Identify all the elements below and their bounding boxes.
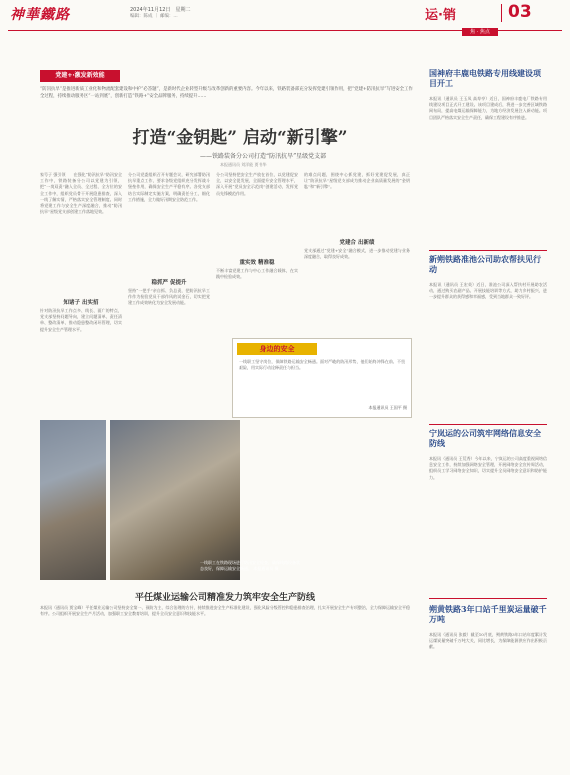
article-byline: 本报通讯员 刘洋能 贾书华 <box>220 162 267 167</box>
article-column-2: 分公司党委组织召开专题会议，研究部署防汛抗旱重点工作，要求各级党组织充分发挥战斗堡垒作用，确保安全生产平稳有序。各党支部结合实际制定实施方案，明确责任分工，细化工作措施，全力做好汛期安全防范工作。 <box>128 172 210 202</box>
article-photo-right <box>110 420 240 580</box>
section-tag: 焦 · 焦点 <box>462 28 498 36</box>
feature-box <box>232 338 412 418</box>
sidebar-item-title: 宁岚运的公司筑牢网络信息安全防线 <box>429 428 541 448</box>
page-number: 03 <box>508 2 532 22</box>
article-column-1: 家号子 强引领 在强化“防汛抗旱”防汛安全工作中，铁路装备分公司以党建为引领，把“一岗双责”融入全员、全过程、全方位的安全工作中，组织党员骨干开展隐患排查，深入一线了解实情，严格落实安全管理制度。同时将党建工作与安全生产深度融合，推动“防汛抗旱”星级党支部创建工作落地见效。 <box>40 172 122 215</box>
article-column-4: 的难点问题，围绕中心抓党建，抓好党建促发展，真正让“防汛抗旱”星级党支部成为推动企业高质量发展的“金钥匙”和“新引擎”。 <box>304 172 410 190</box>
editor-line: 编辑：陈成 ｜ 邮编：... <box>130 14 178 19</box>
sidebar-item-title: 新朔铁路准池公司助农帮扶见行动 <box>429 254 541 274</box>
sidebar-item-text: 本报讯（通讯员 王荒秀）今年以来，宁岚运的公司高度重视网络信息安全工作，持续加强网络安全管理，开展网络安全宣传周活动，组织员工学习网络安全知识，切实提升全员网络安全意识和防护能力。 <box>429 456 547 480</box>
column-banner: 党建+·激发新效能 <box>40 70 120 82</box>
article-subtitle-2: 稳抓严 促提升 <box>151 280 187 286</box>
issue-date: 2024年11月12日 星期二 <box>130 7 191 13</box>
feature-banner: 身边的安全 <box>237 343 317 355</box>
article-column-3: 分公司坚持把安全生产放在首位，以党建促安全，以安全促发展，全面提升安全管理水平，深入开展“党员安全示范岗”创建活动，发挥党员先锋模范作用。 <box>216 172 298 196</box>
news-sidebar <box>425 38 550 768</box>
article-column-4b: 党支部通过“党建+安全”融合模式，进一步推动党建与业务深度融合，取得良好成效。 <box>304 248 410 260</box>
sidebar-divider <box>429 424 547 425</box>
bottom-article-text: 本报讯（通讯员 贾宝峰）平任煤业运输公司坚持安全第一、预防为主、综合治理的方针，持续推进安全生产标准化建设，强化风险分级管控和隐患排查治理，扎实开展安全生产专项整治，全力保障运输安全平稳有序。公司组织开展安全生产月活动，加强职工安全教育培训，提升全员安全意识和技能水平。 <box>40 605 410 617</box>
article-photo-left <box>40 420 106 580</box>
bottom-article-title: 平任煤业运输公司精准发力筑牢安全生产防线 <box>134 593 315 603</box>
article-subhead: ——铁路装备分公司打造“防汛抗旱”星级党支部 <box>200 153 327 160</box>
lead-paragraph: “防汛抗旱”是推进新质工业化和物流配套建设和中护“必答题”，是新时代企业转型升级与改革创新的重要内容。今年以来，铁路装备部充分发挥党建引领作用，把“党建+防汛抗旱”写进安全工作全过程，持续推动服务区“一站到底”，创新打造“铁路+”安全品牌服务，持续提升…… <box>40 87 413 99</box>
sidebar-item-text: 本报讯（通讯员 王玉凤 高寿亭）近日，国神府丰鹿电厂铁路专用线建设项目正式开工建设。该项目建成后，将进一步完善区域铁路网布局，提高电煤运输保障能力，为地方经济发展注入新动能。项目团队严格落实安全生产责任，确保工程建设有序推进。 <box>429 96 547 120</box>
article-subtitle-3: 重实效 精准稳 <box>239 260 275 266</box>
feature-author: 本报通讯员 王国平 摄 <box>368 405 407 410</box>
article-headline: 打造“金钥匙” 启动“新引擎” <box>132 128 348 148</box>
sidebar-item-title: 国神府丰鹿电铁路专用线建设项目开工 <box>429 68 541 88</box>
photo-caption: 一线职工在铁路现场进行防汛安全检查，确保线路设备状态良好，保障运输安全畅通。 本报通讯员 摄 <box>200 560 300 571</box>
feature-text: 一线职工坚守岗位，保障铁路运输安全畅通。面对严峻的防汛形势，他们始终冲锋在前、不畏艰险，用实际行动诠释责任与担当。 <box>239 359 405 371</box>
sidebar-divider <box>429 598 547 599</box>
sidebar-item-text: 本报讯（通讯员 王宏英）近日，准池公司深入帮扶村开展助农活动，通过购买农副产品、开展技能培训等方式，助力乡村振兴，进一步提升群众的获得感和幸福感，受到当地群众一致好评。 <box>429 282 547 300</box>
article-subtitle-1: 知诸子 出实招 <box>63 300 99 306</box>
sidebar-divider <box>429 250 547 251</box>
article-subtitle-4: 党建合 出新绩 <box>339 240 375 246</box>
masthead-logo: 神華鐵路 <box>10 7 70 23</box>
sidebar-item-title: 朔黄铁路3年口站千里炭运量破千万吨 <box>429 604 547 624</box>
sidebar-item-text: 本报讯（通讯员 张毅）截至10月底，朔黄铁路3年口站年度累计发运煤炭量突破千万吨大关，同比增长，为保障能源供应作出积极贡献。 <box>429 632 547 650</box>
section-name: 运·销 <box>425 8 456 23</box>
article-column-3b: 不断丰富党建工作与中心工作融合载体，在实践中检验成效。 <box>216 268 298 280</box>
article-column-1b: 针对防汛抗旱工作点多、线长、面广的特点，党支部坚持问题导向，建立问题清单、责任清单、整改清单，推动隐患整改闭环管理，切实提升安全生产管理水平。 <box>40 308 122 332</box>
masthead-divider <box>501 4 502 22</box>
article-column-2b: 坚持“一把手”亲自抓、负总责，把防汛抗旱工作作为检验党员干部作风的试金石，切实把党建工作成效转化为安全发展动能。 <box>128 288 210 306</box>
